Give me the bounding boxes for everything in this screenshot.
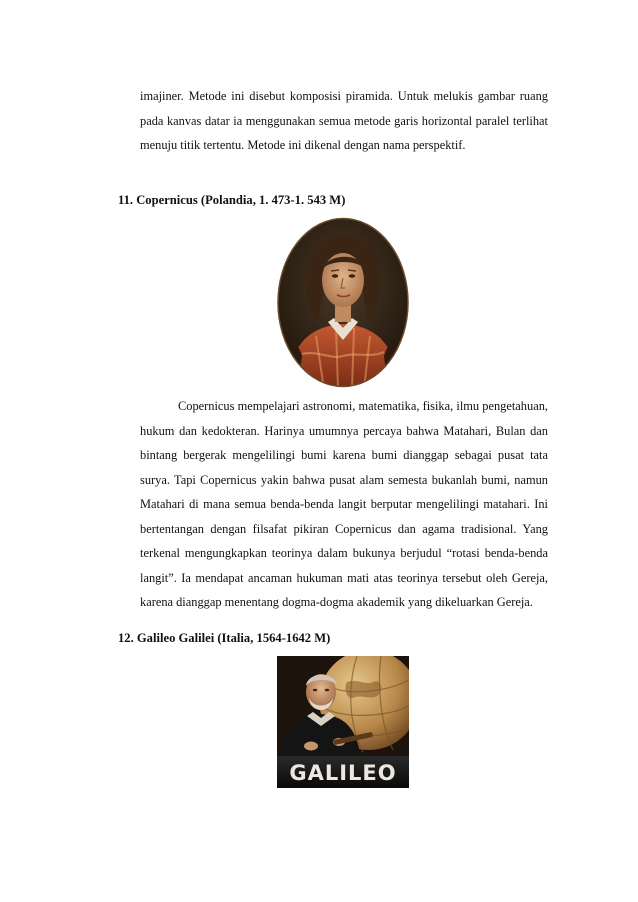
intro-paragraph: imajiner. Metode ini disebut komposisi piramida. Untuk melukis gambar ruang pada kanvas datar ia menggunakan semua metode garis horizontal paralel terlihat menuju titik tertentu. Metode ini dikenal dengan nama perspektif. — [140, 89, 548, 152]
galileo-portrait — [277, 656, 409, 788]
section-12-heading: 12. Galileo Galilei (Italia, 1564-1642 M) — [118, 631, 331, 645]
copernicus-paragraph: Copernicus mempelajari astronomi, matematika, fisika, ilmu pengetahuan, hukum dan kedokteran. Harinya umumnya percaya bahwa Matahari, Bulan dan bintang bergerak mengelilingi bumi karena bumi dianggap sebagai pusat tata surya. Tapi Copernicus yakin bahwa pusat alam semesta bukanlah bumi, namun Matahari di mana semua benda-benda langit berputar mengelilingi matahari. Ini bertentangan dengan filsafat pikiran Copernicus dan agama tradisional. Yang terkenal mengungkapkan teorinya dalam bukunya berjudul “rotasi benda-benda langit”. Ia mendapat ancaman hukuman mati atas teorinya tersebut oleh Gereja, karena dianggap menentang dogma-dogma akademik yang dikeluarkan Gereja. — [140, 399, 548, 609]
galileo-image-caption: GALILEO — [289, 761, 397, 785]
copernicus-portrait — [276, 216, 410, 389]
section-11-heading: 11. Copernicus (Polandia, 1. 473-1. 543 M) — [118, 193, 346, 207]
